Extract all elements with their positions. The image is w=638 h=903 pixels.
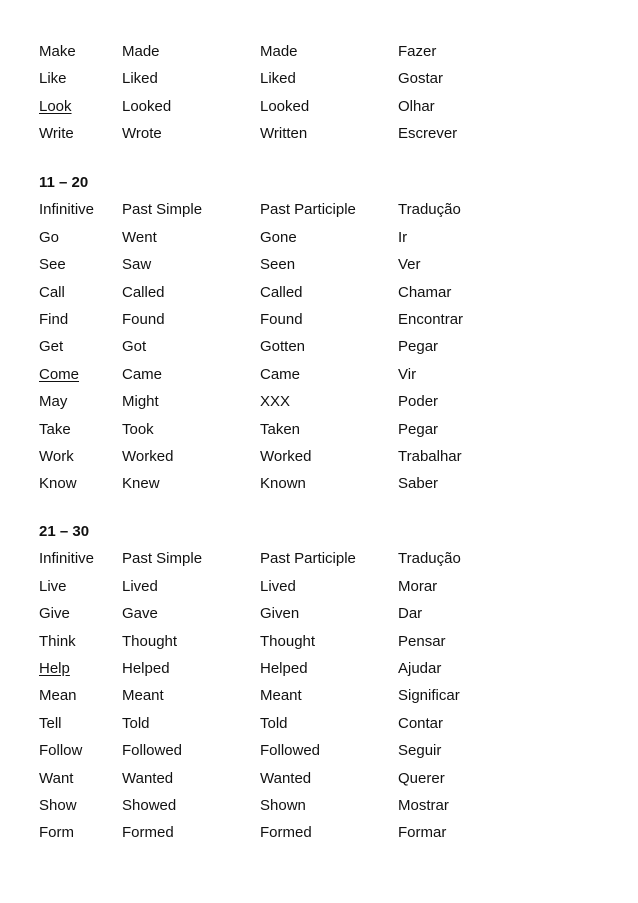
verb-row xyxy=(0,391,638,413)
cell-past-simple: Followed xyxy=(122,742,183,760)
verb-row xyxy=(0,336,638,358)
cell-infinitive: Know xyxy=(39,475,77,493)
cell-past-participle: Liked xyxy=(260,70,296,88)
cell-past-participle: XXX xyxy=(260,393,291,411)
verb-row xyxy=(0,685,638,707)
cell-past-participle: Written xyxy=(260,125,308,143)
cell-past-simple: Showed xyxy=(122,797,177,814)
cell-infinitive: Like xyxy=(39,70,67,88)
cell-traducao: Mostrar xyxy=(398,797,449,814)
verb-row xyxy=(0,603,638,625)
cell-past-participle: Followed xyxy=(260,742,321,760)
verb-row xyxy=(0,227,638,249)
cell-infinitive: Help xyxy=(39,660,70,677)
cell-past-participle: Found xyxy=(260,311,303,328)
cell-traducao: Trabalhar xyxy=(398,448,462,465)
cell-infinitive: Form xyxy=(39,824,74,842)
cell-infinitive: Make xyxy=(39,43,76,60)
cell-traducao: Pegar xyxy=(398,338,439,356)
cell-past-simple: Liked xyxy=(122,70,158,88)
verb-row xyxy=(0,282,638,304)
verb-row xyxy=(0,740,638,762)
verb-row xyxy=(0,658,638,680)
cell-past-participle: Gone xyxy=(260,228,297,246)
cell-past-participle: Formed xyxy=(260,824,312,842)
cell-past-simple: Came xyxy=(122,365,163,383)
cell-infinitive: Look xyxy=(39,97,72,115)
verb-row xyxy=(0,713,638,735)
cell-past-participle: Told xyxy=(260,714,288,732)
verb-row xyxy=(0,68,638,90)
verb-row xyxy=(0,96,638,118)
cell-traducao: Morar xyxy=(398,577,438,595)
cell-traducao: Pensar xyxy=(398,632,446,650)
cell-traducao: Tradução xyxy=(398,550,461,568)
cell-traducao: Encontrar xyxy=(398,311,464,328)
cell-infinitive: Go xyxy=(39,228,60,246)
cell-infinitive: Tell xyxy=(39,714,62,732)
cell-past-participle: Known xyxy=(260,475,306,493)
cell-traducao: Dar xyxy=(398,605,423,623)
cell-traducao: Ajudar xyxy=(398,660,442,677)
section-heading: 21 – 30 xyxy=(39,523,90,540)
cell-past-participle: Meant xyxy=(260,687,302,705)
cell-traducao: Tradução xyxy=(398,201,461,219)
cell-infinitive: Infinitive xyxy=(39,201,95,219)
cell-past-participle: Looked xyxy=(260,97,310,115)
cell-infinitive: Work xyxy=(39,448,74,465)
cell-infinitive: Call xyxy=(39,283,65,301)
cell-infinitive: Come xyxy=(39,365,80,383)
cell-past-simple: Lived xyxy=(122,577,158,595)
cell-past-participle: Seen xyxy=(260,256,296,274)
cell-traducao: Chamar xyxy=(398,283,452,301)
cell-past-simple: Wrote xyxy=(122,125,162,143)
cell-traducao: Formar xyxy=(398,824,447,842)
cell-traducao: Olhar xyxy=(398,97,435,115)
cell-past-simple: Called xyxy=(122,283,165,301)
verb-row xyxy=(0,254,638,276)
cell-past-simple: Thought xyxy=(122,632,178,650)
header-row xyxy=(0,548,638,570)
cell-past-simple: Saw xyxy=(122,256,152,274)
verb-row xyxy=(0,576,638,598)
verb-row xyxy=(0,364,638,386)
cell-past-participle: Thought xyxy=(260,632,316,650)
cell-past-simple: Might xyxy=(122,393,159,411)
cell-infinitive: Follow xyxy=(39,742,83,760)
cell-past-participle: Taken xyxy=(260,420,301,438)
header-row xyxy=(0,199,638,221)
verb-row xyxy=(0,123,638,145)
cell-infinitive: May xyxy=(39,393,68,411)
cell-past-participle: Past Participle xyxy=(260,201,356,219)
cell-past-simple: Wanted xyxy=(122,769,174,787)
cell-past-simple: Found xyxy=(122,311,165,328)
cell-traducao: Ir xyxy=(398,228,408,246)
cell-traducao: Contar xyxy=(398,714,444,732)
cell-past-simple: Looked xyxy=(122,97,172,115)
cell-past-simple: Got xyxy=(122,338,147,356)
cell-past-participle: Given xyxy=(260,605,300,623)
cell-traducao: Ver xyxy=(398,256,421,274)
verb-row xyxy=(0,473,638,495)
section-heading: 11 – 20 xyxy=(39,174,89,191)
cell-past-participle: Gotten xyxy=(260,338,306,356)
cell-past-participle: Worked xyxy=(260,448,312,465)
cell-traducao: Fazer xyxy=(398,43,437,60)
cell-traducao: Significar xyxy=(398,687,460,705)
cell-past-participle: Called xyxy=(260,283,303,301)
verb-row xyxy=(0,41,638,63)
cell-infinitive: Give xyxy=(39,605,70,623)
verb-row xyxy=(0,446,638,468)
verb-row xyxy=(0,631,638,653)
cell-past-simple: Gave xyxy=(122,605,158,623)
cell-infinitive: Live xyxy=(39,577,67,595)
cell-infinitive: Think xyxy=(39,632,76,650)
cell-infinitive: Mean xyxy=(39,687,77,705)
cell-past-simple: Worked xyxy=(122,448,174,465)
cell-past-simple: Went xyxy=(122,228,157,246)
cell-past-participle: Wanted xyxy=(260,769,312,787)
cell-past-simple: Past Simple xyxy=(122,201,203,219)
cell-infinitive: Write xyxy=(39,125,74,143)
cell-traducao: Pegar xyxy=(398,420,439,438)
cell-traducao: Vir xyxy=(398,365,417,383)
cell-traducao: Querer xyxy=(398,769,445,787)
cell-infinitive: Find xyxy=(39,311,69,328)
cell-past-simple: Meant xyxy=(122,687,164,705)
cell-past-simple: Told xyxy=(122,714,150,732)
cell-past-participle: Came xyxy=(260,365,301,383)
cell-past-participle: Helped xyxy=(260,660,308,677)
verb-row xyxy=(0,419,638,441)
cell-past-simple: Took xyxy=(122,420,154,438)
cell-past-simple: Formed xyxy=(122,824,174,842)
cell-past-participle: Lived xyxy=(260,577,296,595)
cell-past-simple: Knew xyxy=(122,475,160,493)
verb-row xyxy=(0,795,638,817)
cell-infinitive: Want xyxy=(39,769,74,787)
cell-traducao: Seguir xyxy=(398,742,442,760)
verb-row xyxy=(0,822,638,844)
cell-past-participle: Made xyxy=(260,43,298,60)
verb-row xyxy=(0,768,638,790)
cell-traducao: Poder xyxy=(398,393,439,411)
cell-infinitive: Infinitive xyxy=(39,550,95,568)
cell-traducao: Escrever xyxy=(398,125,458,143)
cell-infinitive: Show xyxy=(39,797,77,814)
cell-past-simple: Past Simple xyxy=(122,550,203,568)
verb-row xyxy=(0,309,638,331)
cell-infinitive: Get xyxy=(39,338,64,356)
cell-infinitive: See xyxy=(39,256,66,274)
cell-past-participle: Shown xyxy=(260,797,306,814)
cell-traducao: Saber xyxy=(398,475,439,493)
cell-traducao: Gostar xyxy=(398,70,444,88)
cell-past-simple: Helped xyxy=(122,660,170,677)
cell-past-participle: Past Participle xyxy=(260,550,356,568)
cell-infinitive: Take xyxy=(39,420,71,438)
cell-past-simple: Made xyxy=(122,43,160,60)
